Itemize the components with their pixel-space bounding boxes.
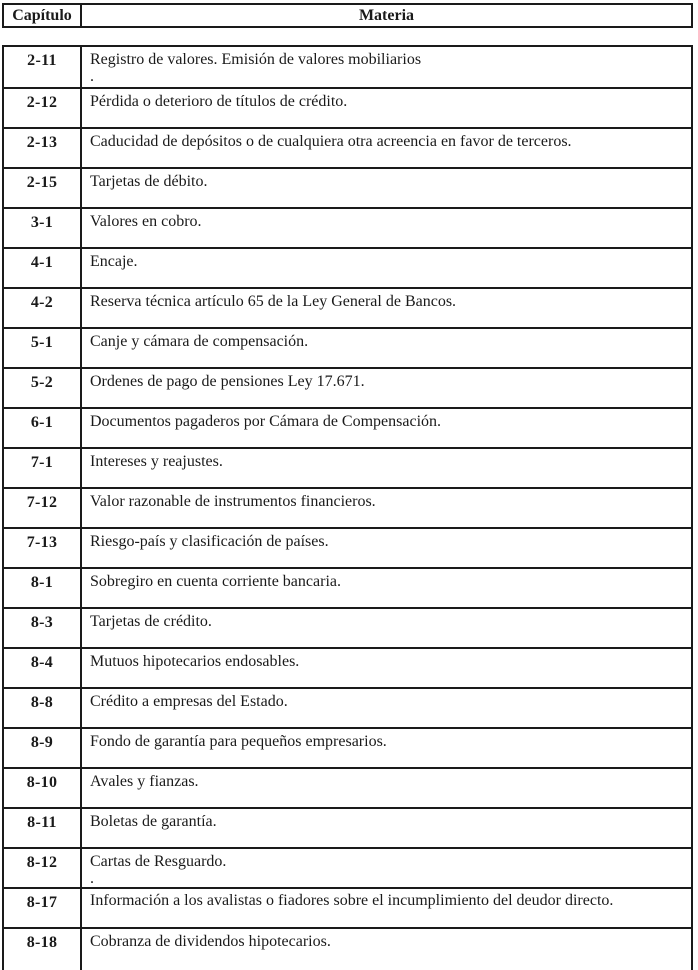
materia-cell bbox=[82, 409, 691, 447]
table-row bbox=[4, 47, 691, 87]
chapter-cell: 8-3 bbox=[4, 609, 82, 647]
materia-text: Caducidad de depósitos o de cualquiera otra acreencia en favor de terceros. bbox=[90, 133, 572, 150]
materia-text: Valores en cobro. bbox=[90, 213, 202, 230]
table-row bbox=[4, 447, 691, 487]
materia-text: Tarjetas de crédito. bbox=[90, 613, 212, 630]
table-row bbox=[4, 887, 691, 927]
materia-cell bbox=[82, 729, 691, 767]
materia-text: Intereses y reajustes. bbox=[90, 453, 223, 470]
materia-text: Reserva técnica artículo 65 de la Ley General de Bancos. bbox=[90, 293, 457, 310]
table-row bbox=[4, 87, 691, 127]
materia-cell bbox=[82, 769, 691, 807]
materia-cell bbox=[82, 369, 691, 407]
header-chapter-label: Capítulo bbox=[4, 5, 82, 26]
materia-second-line: . bbox=[90, 68, 94, 85]
materia-cell bbox=[82, 129, 691, 167]
materia-cell bbox=[82, 929, 691, 970]
table-row bbox=[4, 767, 691, 807]
materia-cell bbox=[82, 89, 691, 127]
materia-text: Boletas de garantía. bbox=[90, 813, 217, 830]
materia-text: Tarjetas de débito. bbox=[90, 173, 208, 190]
materia-text: Cartas de Resguardo. bbox=[90, 853, 227, 870]
chapter-cell: 4-2 bbox=[4, 289, 82, 327]
materia-cell bbox=[82, 609, 691, 647]
chapter-cell: 4-1 bbox=[4, 249, 82, 287]
chapter-cell: 8-11 bbox=[4, 809, 82, 847]
materia-text: Ordenes de pago de pensiones Ley 17.671. bbox=[90, 373, 365, 390]
table-row bbox=[4, 927, 691, 970]
chapter-cell: 7-12 bbox=[4, 489, 82, 527]
chapter-cell: 2-15 bbox=[4, 169, 82, 207]
chapter-cell: 8-8 bbox=[4, 689, 82, 727]
materia-cell bbox=[82, 289, 691, 327]
materia-cell bbox=[82, 689, 691, 727]
table-row bbox=[4, 487, 691, 527]
materia-cell bbox=[82, 489, 691, 527]
chapter-cell: 8-10 bbox=[4, 769, 82, 807]
materia-text: Documentos pagaderos por Cámara de Compensación. bbox=[90, 413, 442, 430]
chapter-cell: 8-9 bbox=[4, 729, 82, 767]
materia-text: Fondo de garantía para pequeños empresarios. bbox=[90, 733, 387, 750]
materia-text: Valor razonable de instrumentos financieros. bbox=[90, 493, 376, 510]
table-row bbox=[4, 127, 691, 167]
materia-cell bbox=[82, 849, 691, 887]
chapter-cell: 7-1 bbox=[4, 449, 82, 487]
chapter-cell: 8-12 bbox=[4, 849, 82, 887]
table-row bbox=[4, 647, 691, 687]
table-row bbox=[4, 807, 691, 847]
chapter-cell: 5-1 bbox=[4, 329, 82, 367]
chapter-cell: 5-2 bbox=[4, 369, 82, 407]
materia-text: Avales y fianzas. bbox=[90, 773, 199, 790]
materia-text: Sobregiro en cuenta corriente bancaria. bbox=[90, 573, 341, 590]
materia-text: Cobranza de dividendos hipotecarios. bbox=[90, 933, 331, 950]
chapter-cell: 2-11 bbox=[4, 47, 82, 87]
table-row bbox=[4, 687, 691, 727]
chapter-cell: 2-12 bbox=[4, 89, 82, 127]
chapter-cell: 3-1 bbox=[4, 209, 82, 247]
materia-text: Crédito a empresas del Estado. bbox=[90, 693, 288, 710]
materia-cell bbox=[82, 169, 691, 207]
table-row bbox=[4, 607, 691, 647]
materia-text: Canje y cámara de compensación. bbox=[90, 333, 309, 350]
materia-cell bbox=[82, 649, 691, 687]
materia-cell bbox=[82, 329, 691, 367]
materia-cell bbox=[82, 529, 691, 567]
chapter-cell: 6-1 bbox=[4, 409, 82, 447]
table-row bbox=[4, 527, 691, 567]
materia-cell bbox=[82, 449, 691, 487]
body-table bbox=[2, 45, 693, 970]
header-materia-label: Materia bbox=[358, 6, 415, 24]
materia-text: Riesgo-país y clasificación de países. bbox=[90, 533, 329, 550]
table-row bbox=[4, 407, 691, 447]
table-header-row bbox=[2, 3, 693, 28]
materia-cell bbox=[82, 249, 691, 287]
materia-text: Pérdida o deterioro de títulos de crédito. bbox=[90, 93, 348, 110]
table-row bbox=[4, 847, 691, 887]
table-row bbox=[4, 207, 691, 247]
materia-second-line: . bbox=[90, 870, 94, 887]
materia-text: Mutuos hipotecarios endosables. bbox=[90, 653, 300, 670]
materia-cell bbox=[82, 809, 691, 847]
table-row bbox=[4, 367, 691, 407]
chapter-cell: 8-18 bbox=[4, 929, 82, 970]
chapter-cell: 2-13 bbox=[4, 129, 82, 167]
chapter-cell: 8-4 bbox=[4, 649, 82, 687]
materia-cell bbox=[82, 209, 691, 247]
table-row bbox=[4, 567, 691, 607]
table-row bbox=[4, 727, 691, 767]
materia-cell bbox=[82, 569, 691, 607]
table-row bbox=[4, 327, 691, 367]
materia-text: Registro de valores. Emisión de valores mobiliarios bbox=[90, 51, 422, 68]
table-row bbox=[4, 287, 691, 327]
materia-text: Información a los avalistas o fiadores sobre el incumplimiento del deudor directo. bbox=[90, 892, 614, 909]
materia-text: Encaje. bbox=[90, 253, 138, 270]
chapter-cell: 7-13 bbox=[4, 529, 82, 567]
table-row bbox=[4, 247, 691, 287]
chapter-cell: 8-17 bbox=[4, 889, 82, 927]
materia-cell bbox=[82, 47, 691, 87]
chapter-cell: 8-1 bbox=[4, 569, 82, 607]
materia-cell bbox=[82, 889, 691, 927]
table-row bbox=[4, 167, 691, 207]
